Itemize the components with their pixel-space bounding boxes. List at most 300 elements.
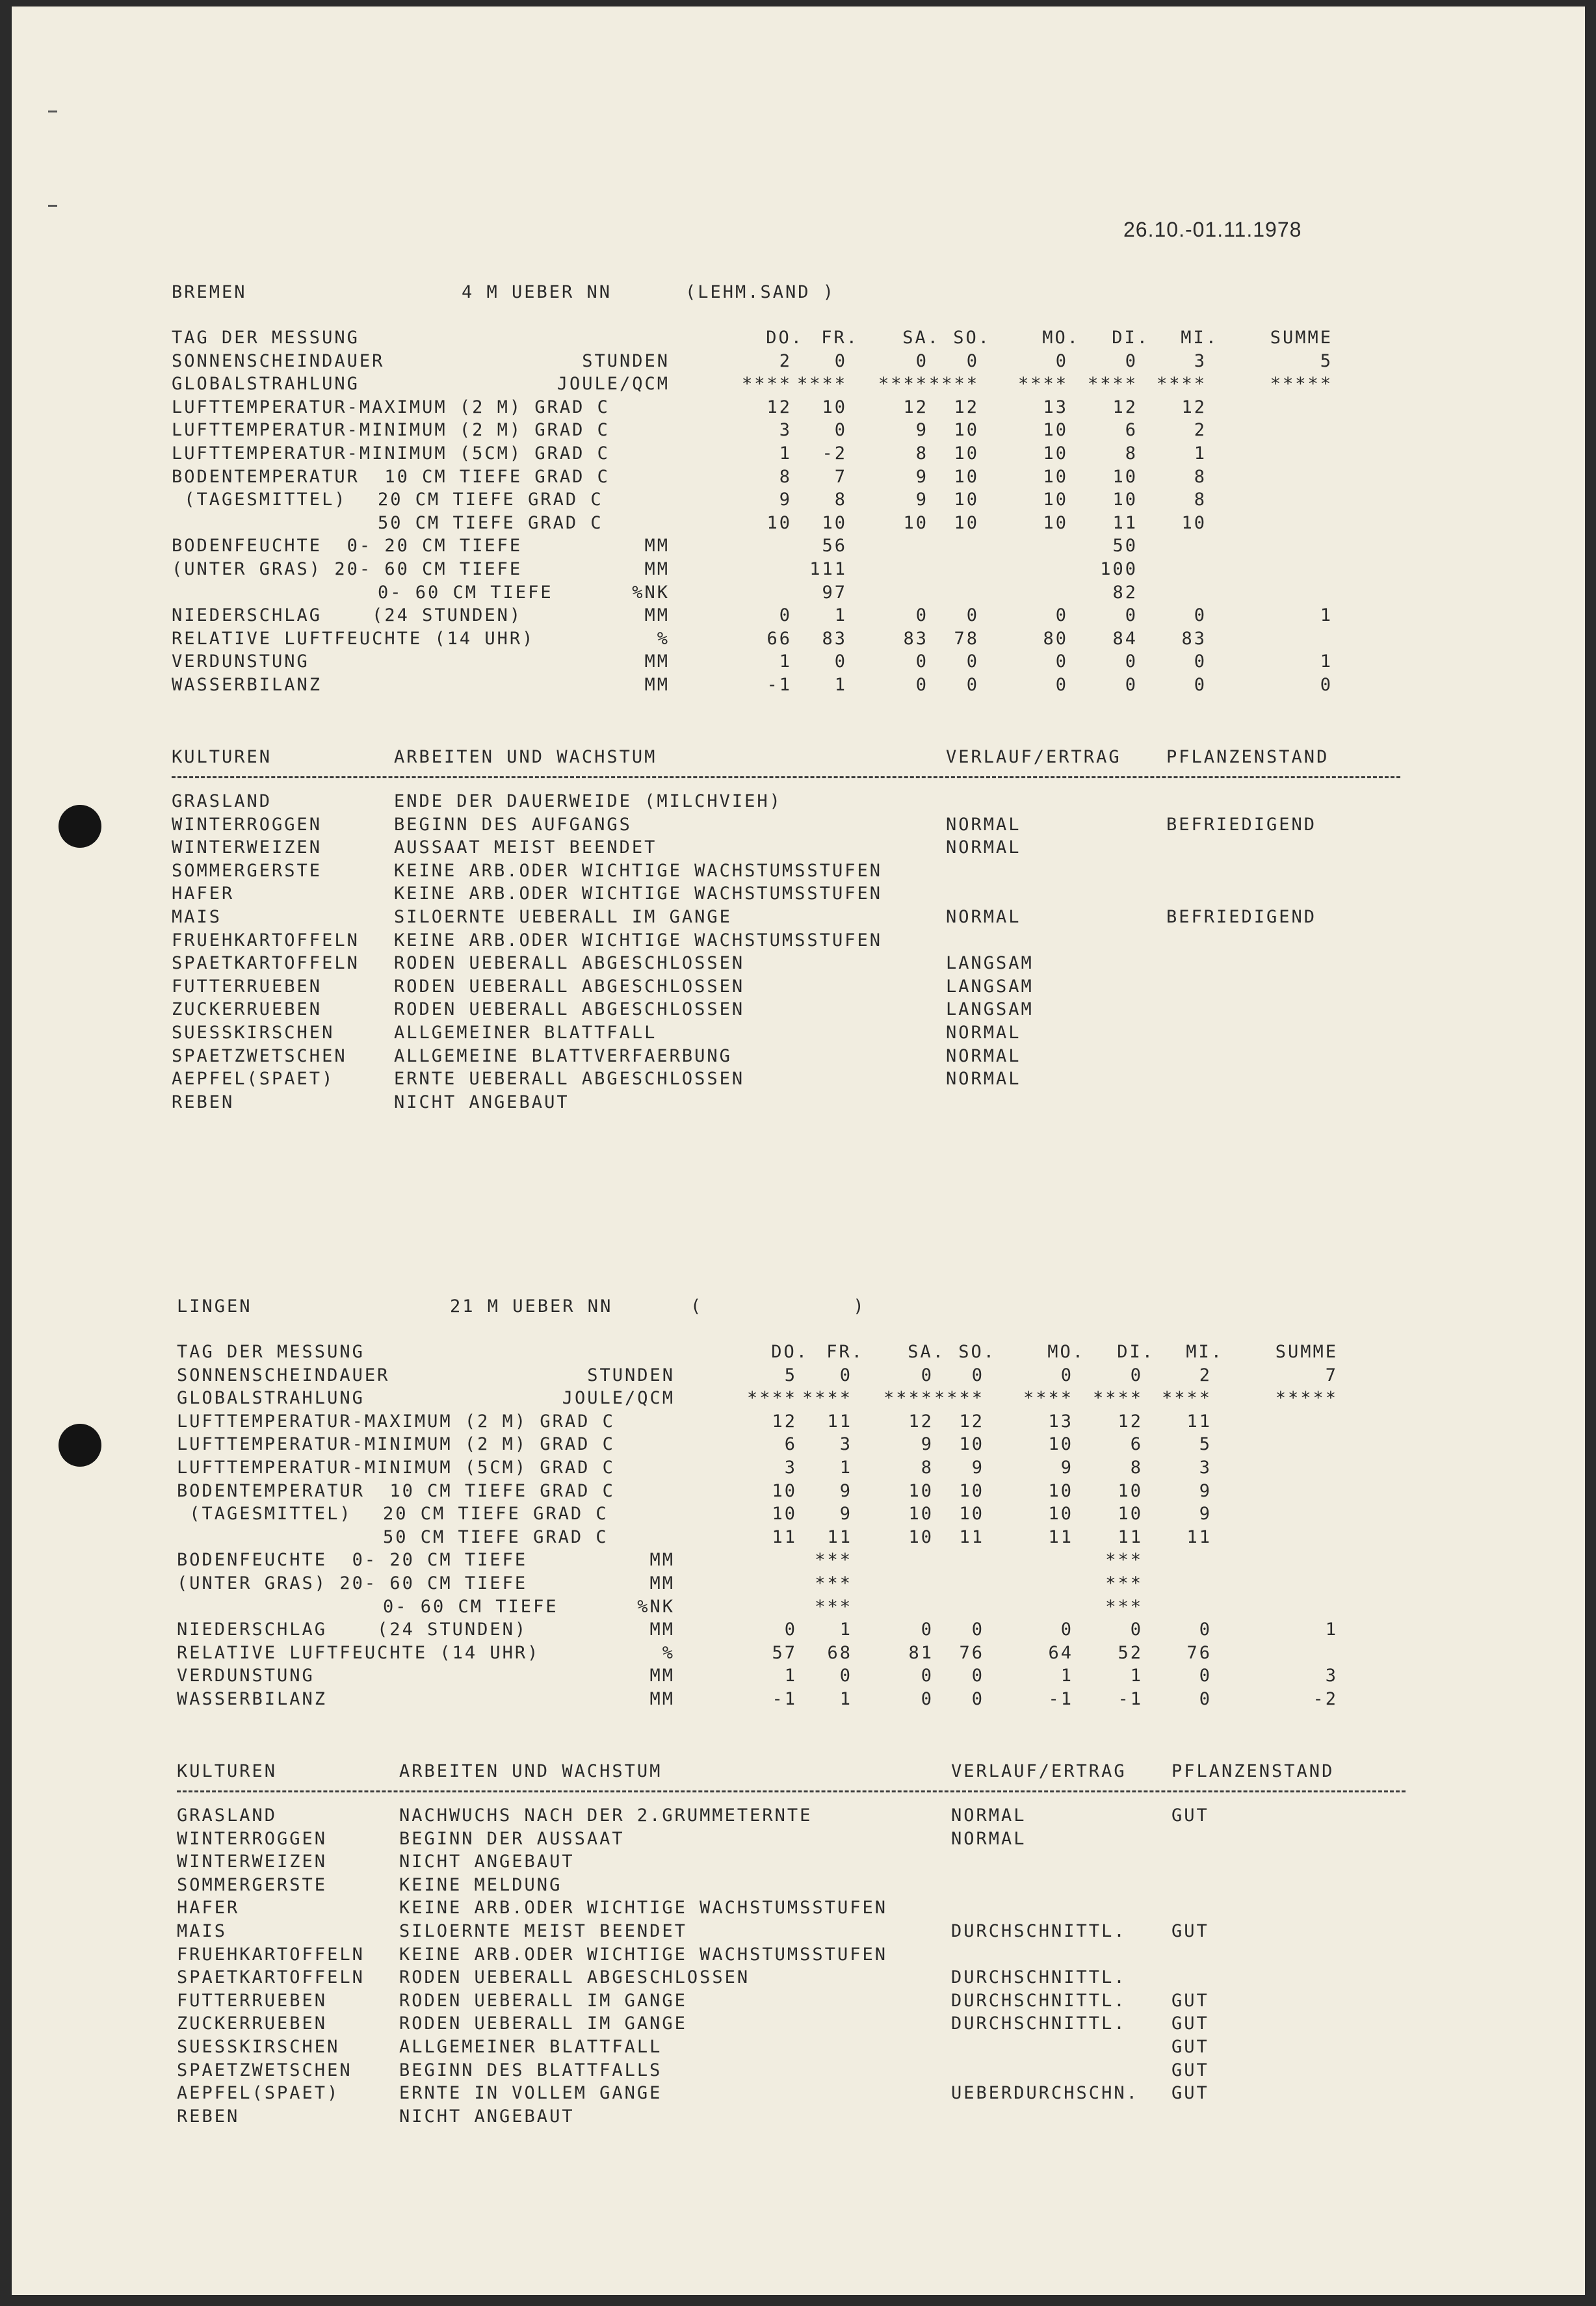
value-cell: 6: [784, 1434, 797, 1455]
value-cell: 3: [784, 1458, 797, 1478]
culture-name: HAFER: [172, 884, 235, 904]
culture-name: WINTERROGGEN: [172, 814, 322, 835]
value-cell: ***: [815, 1596, 852, 1617]
value-cell: 68: [827, 1642, 852, 1663]
summe-cell: *****: [1275, 1388, 1338, 1409]
value-cell: 0: [1125, 651, 1138, 672]
culture-verlauf: NORMAL: [951, 1805, 1027, 1826]
value-cell: 0: [1060, 1365, 1073, 1385]
value-cell: 12: [772, 1411, 797, 1432]
station-soil: ( ): [690, 1296, 866, 1317]
value-cell: 0: [1130, 1365, 1143, 1385]
culture-verlauf: NORMAL: [946, 1045, 1021, 1066]
value-cell: 64: [1048, 1642, 1073, 1663]
row-unit-sonne: STUNDEN: [582, 350, 670, 371]
culture-stand: GUT: [1171, 2037, 1209, 2057]
row-label-prefix: (TAGESMITTEL): [172, 490, 347, 510]
value-cell: 0: [1060, 1619, 1073, 1640]
col-header-arbeiten: ARBEITEN UND WACHSTUM: [394, 747, 657, 767]
row-unit-wasser: MM: [644, 675, 670, 695]
value-cell: 7: [834, 466, 847, 487]
row-label-bf1: BODENFEUCHTE 0- 20 CM TIEFE: [177, 1550, 528, 1571]
value-cell: 1: [779, 651, 792, 672]
value-cell: 2: [779, 350, 792, 371]
culture-work: KEINE ARB.ODER WICHTIGE WACHSTUMSSTUFEN: [394, 860, 882, 881]
value-cell: 111: [809, 559, 847, 579]
value-cell: 0: [1194, 605, 1207, 626]
value-cell: 82: [1112, 582, 1138, 603]
culture-name: WINTERWEIZEN: [172, 837, 322, 858]
col-header-kulturen: KULTUREN: [172, 747, 272, 767]
row-unit-verd: MM: [644, 651, 670, 672]
value-cell: 12: [954, 397, 979, 417]
culture-work: ERNTE IN VOLLEM GANGE: [399, 2083, 662, 2104]
value-cell: 12: [1181, 397, 1207, 417]
value-cell: 10: [1043, 443, 1068, 464]
value-cell: 10: [1048, 1434, 1073, 1455]
value-cell: 9: [839, 1480, 852, 1501]
value-cell: ****: [1017, 374, 1068, 395]
value-cell: 12: [959, 1411, 984, 1432]
culture-stand: GUT: [1171, 2013, 1209, 2034]
culture-work: KEINE ARB.ODER WICHTIGE WACHSTUMSSTUFEN: [394, 930, 882, 950]
report-date-range: 26.10.-01.11.1978: [1123, 218, 1302, 241]
value-cell: 0: [834, 651, 847, 672]
culture-verlauf: NORMAL: [946, 1069, 1021, 1090]
row-unit-bf3: %NK: [632, 582, 670, 603]
culture-name: AEPFEL(SPAET): [172, 1069, 335, 1090]
station-soil: (LEHM.SAND ): [685, 282, 836, 302]
culture-name: SOMMERGERSTE: [172, 860, 322, 881]
value-cell: 10: [772, 1480, 797, 1501]
value-cell: 8: [1130, 1458, 1143, 1478]
punch-hole: [59, 805, 101, 848]
culture-work: RODEN UEBERALL ABGESCHLOSSEN: [394, 976, 745, 997]
culture-name: HAFER: [177, 1898, 240, 1919]
summe-cell: 7: [1325, 1365, 1338, 1385]
value-cell: 0: [921, 1666, 934, 1686]
value-cell: 9: [1199, 1504, 1212, 1525]
culture-name: ZUCKERRUEBEN: [177, 2013, 328, 2034]
culture-verlauf: DURCHSCHNITTL.: [951, 1967, 1127, 1988]
row-label-bf3: 0- 60 CM TIEFE: [383, 1596, 558, 1617]
value-cell: 8: [779, 466, 792, 487]
value-cell: 9: [1060, 1458, 1073, 1478]
value-cell: 0: [1055, 651, 1068, 672]
row-label-lt_min5: LUFTTEMPERATUR-MINIMUM (5CM) GRAD C: [172, 443, 610, 464]
culture-work: BEGINN DER AUSSAAT: [399, 1828, 625, 1849]
culture-work: ENDE DER DAUERWEIDE (MILCHVIEH): [394, 791, 782, 811]
value-cell: 3: [779, 420, 792, 441]
value-cell: ****: [1156, 374, 1207, 395]
culture-work: RODEN UEBERALL ABGESCHLOSSEN: [394, 953, 745, 974]
summe-cell: 1: [1320, 605, 1333, 626]
row-unit-rel: %: [662, 1642, 675, 1663]
value-cell: 0: [1199, 1666, 1212, 1686]
value-cell: 0: [839, 1365, 852, 1385]
value-cell: ****: [796, 374, 847, 395]
summe-cell: *****: [1270, 374, 1333, 395]
culture-work: KEINE ARB.ODER WICHTIGE WACHSTUMSSTUFEN: [394, 884, 882, 904]
value-cell: 5: [784, 1365, 797, 1385]
value-cell: 0: [1055, 675, 1068, 695]
col-header-kulturen: KULTUREN: [177, 1761, 278, 1781]
value-cell: ****: [746, 1388, 797, 1409]
culture-work: RODEN UEBERALL ABGESCHLOSSEN: [394, 999, 745, 1020]
row-label-bf1: BODENFEUCHTE 0- 20 CM TIEFE: [172, 536, 523, 557]
row-unit-nieder: MM: [649, 1619, 675, 1640]
value-cell: 1: [784, 1666, 797, 1686]
value-cell: 0: [966, 350, 979, 371]
culture-work: KEINE ARB.ODER WICHTIGE WACHSTUMSSTUFEN: [399, 1898, 887, 1919]
value-cell: 10: [1043, 490, 1068, 510]
value-cell: -1: [772, 1689, 797, 1709]
day-header: FR.: [821, 328, 859, 348]
value-cell: 83: [903, 628, 928, 649]
value-cell: 1: [839, 1458, 852, 1478]
culture-work: AUSSAAT MEIST BEENDET: [394, 837, 657, 858]
culture-name: FRUEHKARTOFFELN: [172, 930, 360, 950]
culture-verlauf: NORMAL: [946, 1023, 1021, 1043]
value-cell: 9: [779, 490, 792, 510]
row-label-sonne: SONNENSCHEINDAUER: [177, 1365, 390, 1385]
value-cell: 10: [1112, 466, 1138, 487]
value-cell: 10: [1048, 1504, 1073, 1525]
culture-work: ALLGEMEINER BLATTFALL: [399, 2037, 662, 2057]
value-cell: 50: [1112, 536, 1138, 557]
value-cell: 9: [915, 420, 928, 441]
summe-header: SUMME: [1275, 1342, 1338, 1362]
culture-work: ALLGEMEINE BLATTVERFAERBUNG: [394, 1045, 732, 1066]
value-cell: 10: [908, 1504, 934, 1525]
value-cell: 0: [784, 1619, 797, 1640]
document-page: [12, 7, 1585, 2295]
value-cell: 0: [1125, 675, 1138, 695]
value-cell: 12: [1112, 397, 1138, 417]
value-cell: 0: [971, 1689, 984, 1709]
row-unit-bf2: MM: [644, 559, 670, 579]
value-cell: 1: [779, 443, 792, 464]
culture-verlauf: DURCHSCHNITTL.: [951, 1921, 1127, 1941]
row-label-verd: VERDUNSTUNG: [177, 1666, 315, 1686]
value-cell: 12: [1118, 1411, 1143, 1432]
value-cell: 10: [772, 1504, 797, 1525]
culture-work: KEINE MELDUNG: [399, 1874, 562, 1895]
value-cell: 3: [839, 1434, 852, 1455]
summe-cell: 5: [1320, 350, 1333, 371]
value-cell: 10: [1181, 512, 1207, 533]
culture-name: ZUCKERRUEBEN: [172, 999, 322, 1020]
value-cell: -1: [1118, 1689, 1143, 1709]
culture-work: NICHT ANGEBAUT: [399, 1852, 575, 1872]
value-cell: 13: [1043, 397, 1068, 417]
value-cell: ***: [1105, 1550, 1143, 1571]
value-cell: ****: [1023, 1388, 1073, 1409]
row-unit-wasser: MM: [649, 1689, 675, 1709]
value-cell: 10: [766, 512, 792, 533]
value-cell: 0: [915, 350, 928, 371]
culture-work: NICHT ANGEBAUT: [399, 2106, 575, 2127]
punch-hole: [59, 1424, 101, 1467]
value-cell: 0: [966, 605, 979, 626]
value-cell: 83: [822, 628, 847, 649]
value-cell: 52: [1118, 1642, 1143, 1663]
value-cell: 0: [1125, 605, 1138, 626]
value-cell: 10: [954, 466, 979, 487]
station-name: BREMEN: [172, 282, 247, 302]
day-header: MO.: [1047, 1342, 1085, 1362]
summe-cell: 1: [1325, 1619, 1338, 1640]
day-header: SA.: [908, 1342, 945, 1362]
culture-work: BEGINN DES AUFGANGS: [394, 814, 632, 835]
culture-work: ERNTE UEBERALL ABGESCHLOSSEN: [394, 1069, 745, 1090]
value-cell: 84: [1112, 628, 1138, 649]
value-cell: 9: [915, 466, 928, 487]
row-label-lt_min: LUFTTEMPERATUR-MINIMUM (2 M) GRAD C: [177, 1434, 615, 1455]
value-cell: 10: [908, 1480, 934, 1501]
value-cell: 8: [834, 490, 847, 510]
station-name: LINGEN: [177, 1296, 252, 1317]
value-cell: 0: [966, 651, 979, 672]
value-cell: ***: [815, 1573, 852, 1593]
culture-name: GRASLAND: [177, 1805, 278, 1826]
row-unit-bf1: MM: [649, 1550, 675, 1571]
col-header-arbeiten: ARBEITEN UND WACHSTUM: [399, 1761, 662, 1781]
value-cell: 1: [1130, 1666, 1143, 1686]
value-cell: 10: [822, 397, 847, 417]
value-cell: 10: [903, 512, 928, 533]
value-cell: 56: [822, 536, 847, 557]
value-cell: 10: [954, 512, 979, 533]
culture-work: SILOERNTE MEIST BEENDET: [399, 1921, 687, 1941]
col-header-verlauf: VERLAUF/ERTRAG: [946, 747, 1121, 767]
value-cell: ****: [883, 1388, 934, 1409]
culture-work: RODEN UEBERALL IM GANGE: [399, 2013, 687, 2034]
day-header: MO.: [1042, 328, 1080, 348]
culture-verlauf: NORMAL: [946, 837, 1021, 858]
row-unit-verd: MM: [649, 1666, 675, 1686]
culture-work: ALLGEMEINER BLATTFALL: [394, 1023, 657, 1043]
value-cell: 0: [966, 675, 979, 695]
row-label-bt20: 20 CM TIEFE GRAD C: [378, 490, 603, 510]
value-cell: 76: [959, 1642, 984, 1663]
value-cell: 0: [839, 1666, 852, 1686]
value-cell: 1: [839, 1689, 852, 1709]
value-cell: 12: [766, 397, 792, 417]
culture-verlauf: LANGSAM: [946, 976, 1034, 997]
culture-name: MAIS: [177, 1921, 228, 1941]
value-cell: 11: [1048, 1526, 1073, 1547]
culture-verlauf: DURCHSCHNITTL.: [951, 1990, 1127, 2011]
station-elevation: 21 M UEBER NN: [450, 1296, 613, 1317]
value-cell: 9: [921, 1434, 934, 1455]
value-cell: ***: [1105, 1573, 1143, 1593]
value-cell: 78: [954, 628, 979, 649]
culture-stand: GUT: [1171, 2060, 1209, 2080]
value-cell: 6: [1125, 420, 1138, 441]
day-header: DO.: [771, 1342, 809, 1362]
value-cell: 3: [1199, 1458, 1212, 1478]
culture-verlauf: DURCHSCHNITTL.: [951, 2013, 1127, 2034]
value-cell: ****: [934, 1388, 984, 1409]
value-cell: 83: [1181, 628, 1207, 649]
row-label-lt_max: LUFTTEMPERATUR-MAXIMUM (2 M) GRAD C: [177, 1411, 615, 1432]
culture-verlauf: NORMAL: [946, 907, 1021, 927]
row-label-wasser: WASSERBILANZ: [172, 675, 322, 695]
row-unit-sonne: STUNDEN: [587, 1365, 675, 1385]
value-cell: ***: [815, 1550, 852, 1571]
row-unit-global: JOULE/QCM: [562, 1388, 675, 1409]
value-cell: 10: [1043, 420, 1068, 441]
value-cell: 11: [1186, 1526, 1212, 1547]
culture-name: FUTTERRUEBEN: [172, 976, 322, 997]
value-cell: 0: [971, 1666, 984, 1686]
value-cell: 8: [915, 443, 928, 464]
value-cell: 10: [959, 1434, 984, 1455]
value-cell: 81: [908, 1642, 934, 1663]
value-cell: 8: [1194, 490, 1207, 510]
value-cell: 13: [1048, 1411, 1073, 1432]
culture-verlauf: LANGSAM: [946, 999, 1034, 1020]
row-label-tag: TAG DER MESSUNG: [172, 328, 360, 348]
value-cell: ****: [928, 374, 979, 395]
value-cell: 8: [1194, 466, 1207, 487]
value-cell: 9: [915, 490, 928, 510]
value-cell: 100: [1100, 559, 1138, 579]
value-cell: 1: [839, 1619, 852, 1640]
row-unit-bf1: MM: [644, 536, 670, 557]
value-cell: 10: [822, 512, 847, 533]
summe-cell: 0: [1320, 675, 1333, 695]
col-header-pflanzenstand: PFLANZENSTAND: [1171, 1761, 1335, 1781]
value-cell: 10: [908, 1526, 934, 1547]
row-unit-bf2: MM: [649, 1573, 675, 1593]
value-cell: 66: [766, 628, 792, 649]
summe-cell: 1: [1320, 651, 1333, 672]
value-cell: 0: [1055, 605, 1068, 626]
culture-name: SUESSKIRSCHEN: [172, 1023, 335, 1043]
value-cell: 1: [1194, 443, 1207, 464]
culture-work: RODEN UEBERALL IM GANGE: [399, 1990, 687, 2011]
row-unit-global: JOULE/QCM: [556, 374, 670, 395]
value-cell: 0: [1194, 675, 1207, 695]
summe-cell: -2: [1313, 1689, 1338, 1709]
row-label-lt_min5: LUFTTEMPERATUR-MINIMUM (5CM) GRAD C: [177, 1458, 615, 1478]
culture-name: GRASLAND: [172, 791, 272, 811]
value-cell: 57: [772, 1642, 797, 1663]
value-cell: 97: [822, 582, 847, 603]
culture-name: SPAETKARTOFFELN: [172, 953, 360, 974]
culture-name: WINTERWEIZEN: [177, 1852, 328, 1872]
station-elevation: 4 M UEBER NN: [462, 282, 612, 302]
value-cell: 1: [834, 605, 847, 626]
row-label-rel: RELATIVE LUFTFEUCHTE (14 UHR): [177, 1642, 540, 1663]
value-cell: 76: [1186, 1642, 1212, 1663]
culture-work: KEINE ARB.ODER WICHTIGE WACHSTUMSSTUFEN: [399, 1944, 887, 1965]
row-label-bt50: 50 CM TIEFE GRAD C: [378, 512, 603, 533]
day-header: DI.: [1112, 328, 1149, 348]
culture-name: MAIS: [172, 907, 222, 927]
value-cell: 10: [1043, 466, 1068, 487]
culture-stand: GUT: [1171, 1990, 1209, 2011]
culture-stand: GUT: [1171, 1921, 1209, 1941]
culture-name: FRUEHKARTOFFELN: [177, 1944, 365, 1965]
value-cell: 11: [959, 1526, 984, 1547]
value-cell: 0: [1199, 1619, 1212, 1640]
value-cell: 0: [915, 675, 928, 695]
value-cell: 2: [1194, 420, 1207, 441]
culture-name: SOMMERGERSTE: [177, 1874, 328, 1895]
value-cell: ****: [1092, 1388, 1143, 1409]
culture-verlauf: NORMAL: [946, 814, 1021, 835]
value-cell: 10: [959, 1504, 984, 1525]
day-header: MI.: [1186, 1342, 1223, 1362]
value-cell: 3: [1194, 350, 1207, 371]
day-header: SO.: [953, 328, 991, 348]
value-cell: 5: [1199, 1434, 1212, 1455]
value-cell: 10: [1112, 490, 1138, 510]
value-cell: 10: [1043, 512, 1068, 533]
value-cell: 10: [954, 443, 979, 464]
culture-verlauf: LANGSAM: [946, 953, 1034, 974]
value-cell: 0: [1194, 651, 1207, 672]
row-label-rel: RELATIVE LUFTFEUCHTE (14 UHR): [172, 628, 535, 649]
culture-name: SPAETZWETSCHEN: [172, 1045, 347, 1066]
culture-work: SILOERNTE UEBERALL IM GANGE: [394, 907, 732, 927]
value-cell: ****: [878, 374, 928, 395]
value-cell: 6: [1130, 1434, 1143, 1455]
row-label-bt20: 20 CM TIEFE GRAD C: [383, 1504, 608, 1525]
row-label-sonne: SONNENSCHEINDAUER: [172, 350, 385, 371]
culture-work: BEGINN DES BLATTFALLS: [399, 2060, 662, 2080]
culture-stand: GUT: [1171, 1805, 1209, 1826]
culture-name: SPAETKARTOFFELN: [177, 1967, 365, 1988]
day-header: DI.: [1117, 1342, 1155, 1362]
value-cell: 10: [959, 1480, 984, 1501]
row-label-bf2: (UNTER GRAS) 20- 60 CM TIEFE: [177, 1573, 528, 1593]
culture-stand: BEFRIEDIGEND: [1166, 814, 1317, 835]
value-cell: 0: [1125, 350, 1138, 371]
value-cell: -1: [766, 675, 792, 695]
dashed-separator: [177, 1790, 1406, 1792]
value-cell: 0: [971, 1365, 984, 1385]
culture-name: WINTERROGGEN: [177, 1828, 328, 1849]
summe-header: SUMME: [1270, 328, 1333, 348]
row-label-verd: VERDUNSTUNG: [172, 651, 309, 672]
culture-stand: BEFRIEDIGEND: [1166, 907, 1317, 927]
value-cell: 0: [834, 420, 847, 441]
value-cell: ****: [1161, 1388, 1212, 1409]
value-cell: 8: [921, 1458, 934, 1478]
value-cell: 0: [921, 1689, 934, 1709]
row-label-tag: TAG DER MESSUNG: [177, 1342, 365, 1362]
culture-name: REBEN: [177, 2106, 240, 2127]
value-cell: 0: [971, 1619, 984, 1640]
summe-cell: 3: [1325, 1666, 1338, 1686]
value-cell: 0: [921, 1619, 934, 1640]
row-label-global: GLOBALSTRAHLUNG: [172, 374, 360, 395]
row-label-bt50: 50 CM TIEFE GRAD C: [383, 1526, 608, 1547]
value-cell: 11: [772, 1526, 797, 1547]
day-header: DO.: [766, 328, 804, 348]
culture-name: FUTTERRUEBEN: [177, 1990, 328, 2011]
value-cell: 12: [903, 397, 928, 417]
row-label-wasser: WASSERBILANZ: [177, 1689, 328, 1709]
row-unit-bf3: %NK: [637, 1596, 675, 1617]
value-cell: 2: [1199, 1365, 1212, 1385]
value-cell: 80: [1043, 628, 1068, 649]
value-cell: ****: [802, 1388, 852, 1409]
